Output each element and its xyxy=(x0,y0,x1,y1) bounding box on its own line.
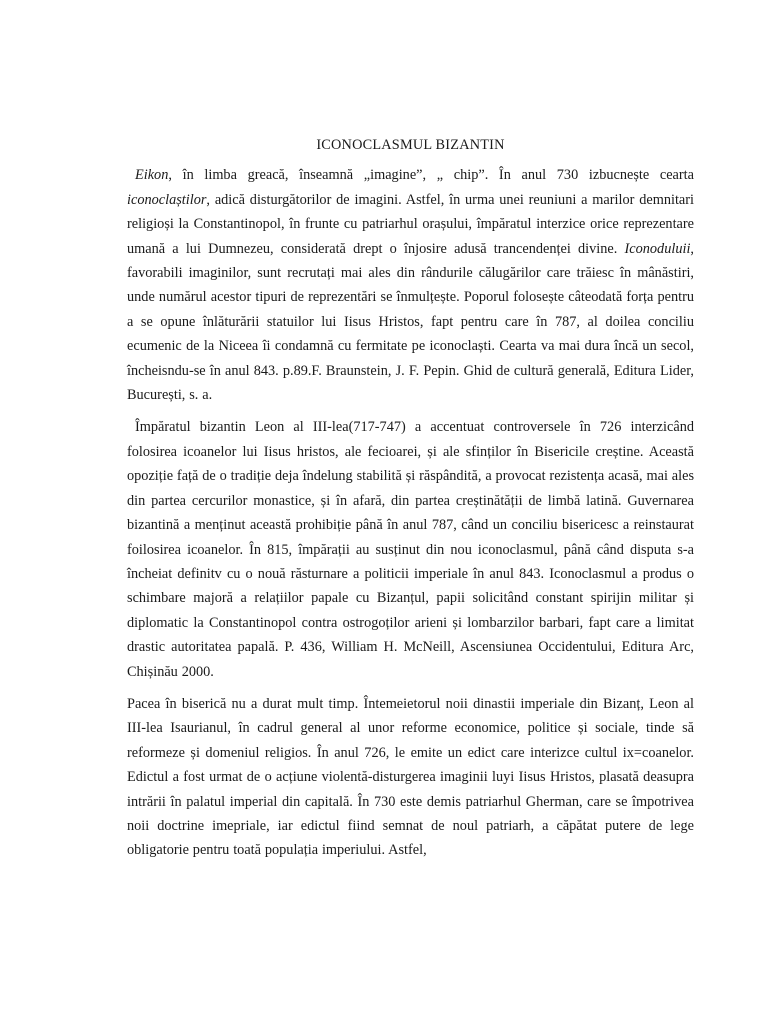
paragraph-text: Eikon xyxy=(135,167,169,184)
document-body xyxy=(127,133,694,871)
paragraph-text: , favorabili imaginilor, sunt recrutați mai ales din rândurile călugărilor care trăiesc în mânăstiri, unde numărul acestor tipuri de reprezentări se înmulțește. Poporul folosește câteodată forța pentru a se opune înlăturării statuilor lui Iisus Hristos, fapt pentru care în 787, al doilea conciliu ecumenic de la Niceea îi condamnă cu fermitate pe iconoclaști. Cearta va mai dura încă un secol, încheisndu-se în anul 843. p.89.F. Braunstein, J. F. Pepin. Ghid de cultură generală, Editura Lider, București, s. a. xyxy=(127,240,694,404)
paragraph-text: Împăratul bizantin Leon al III-lea(717-747) a accentuat controversele în 726 interzicând folosirea icoanelor lui Iisus hristos, ale fecioarei, și ale sfinților în Bisericile creștine. Această opoziție față de o tradiție deja îndelung stabilită și răspândită, a provocat rezistența acasă, mai ales din partea cercurilor monastice, și în afară, din partea creștinătății de limbă latină. Guvernarea bizantină a menținut această prohibiție până în anul 787, când un conciliu bisericesc a reinstaurat foilosirea icoanelor. În 815, împărații au susținut din nou iconoclasmul, până când disputa s-a încheiat definitv cu o nouă răsturnare a politicii imperiale în anul 843. Iconoclasmul a produs o schimbare majoră a relațiilor papale cu Bizanțul, papii solicitând constant spirijin militar și diplomatic la Constantinopol contra ostrogoților arieni și lombarzilor barbari, fapt care a limitat drastic autoritatea papală. P. 436, William H. McNeill, Ascensiunea Occidentului, Editura Arc, Chișinău 2000. xyxy=(127,419,695,680)
paragraph-text: , adică disturgătorilor de imagini. Astfel, în urma unei reuniuni a marilor demnitari religioși la Constantinopol, în frunte cu patriarhul orașului, împăratul interzice orice reprezentare umană a lui Dumnezeu, considerată drept o înjosire adusă trancendenței divine. xyxy=(127,191,694,257)
document-title: ICONOCLASMUL BIZANTIN xyxy=(316,137,505,153)
paragraph-text: , în limba greacă, înseamnă „imagine”, „ chip”. În anul 730 izbucnește cearta xyxy=(168,167,694,184)
paragraph-text: Iconoduluii xyxy=(624,240,691,257)
paragraph-text: iconoclaștilor xyxy=(127,191,207,208)
paragraph-text: Pacea în biserică nu a durat mult timp. Întemeietorul noii dinastii imperiale din Bizanț, Leon al III-lea Isaurianul, în cadrul general al unor reforme economice, politice și sociale, tinde să reformeze și domeniul religios. În anul 726, le emite un edict care interizce cultul ix=coanelor. Edictul a fost urmat de o acțiune violentă-disturgerea imaginii luyi Iisus Hristos, plasată deasupra intrării în palatul imperial din capitală. În 730 este demis patriarhul Gherman, care se împotrivea noii doctrine imepriale, iar edictul fiind semnat de noul patriarh, a căpătat putere de lege obligatorie pentru toată populația imperiului. Astfel, xyxy=(127,695,694,859)
paragraph xyxy=(127,163,694,407)
paragraph xyxy=(127,692,694,863)
paragraph xyxy=(127,415,694,683)
